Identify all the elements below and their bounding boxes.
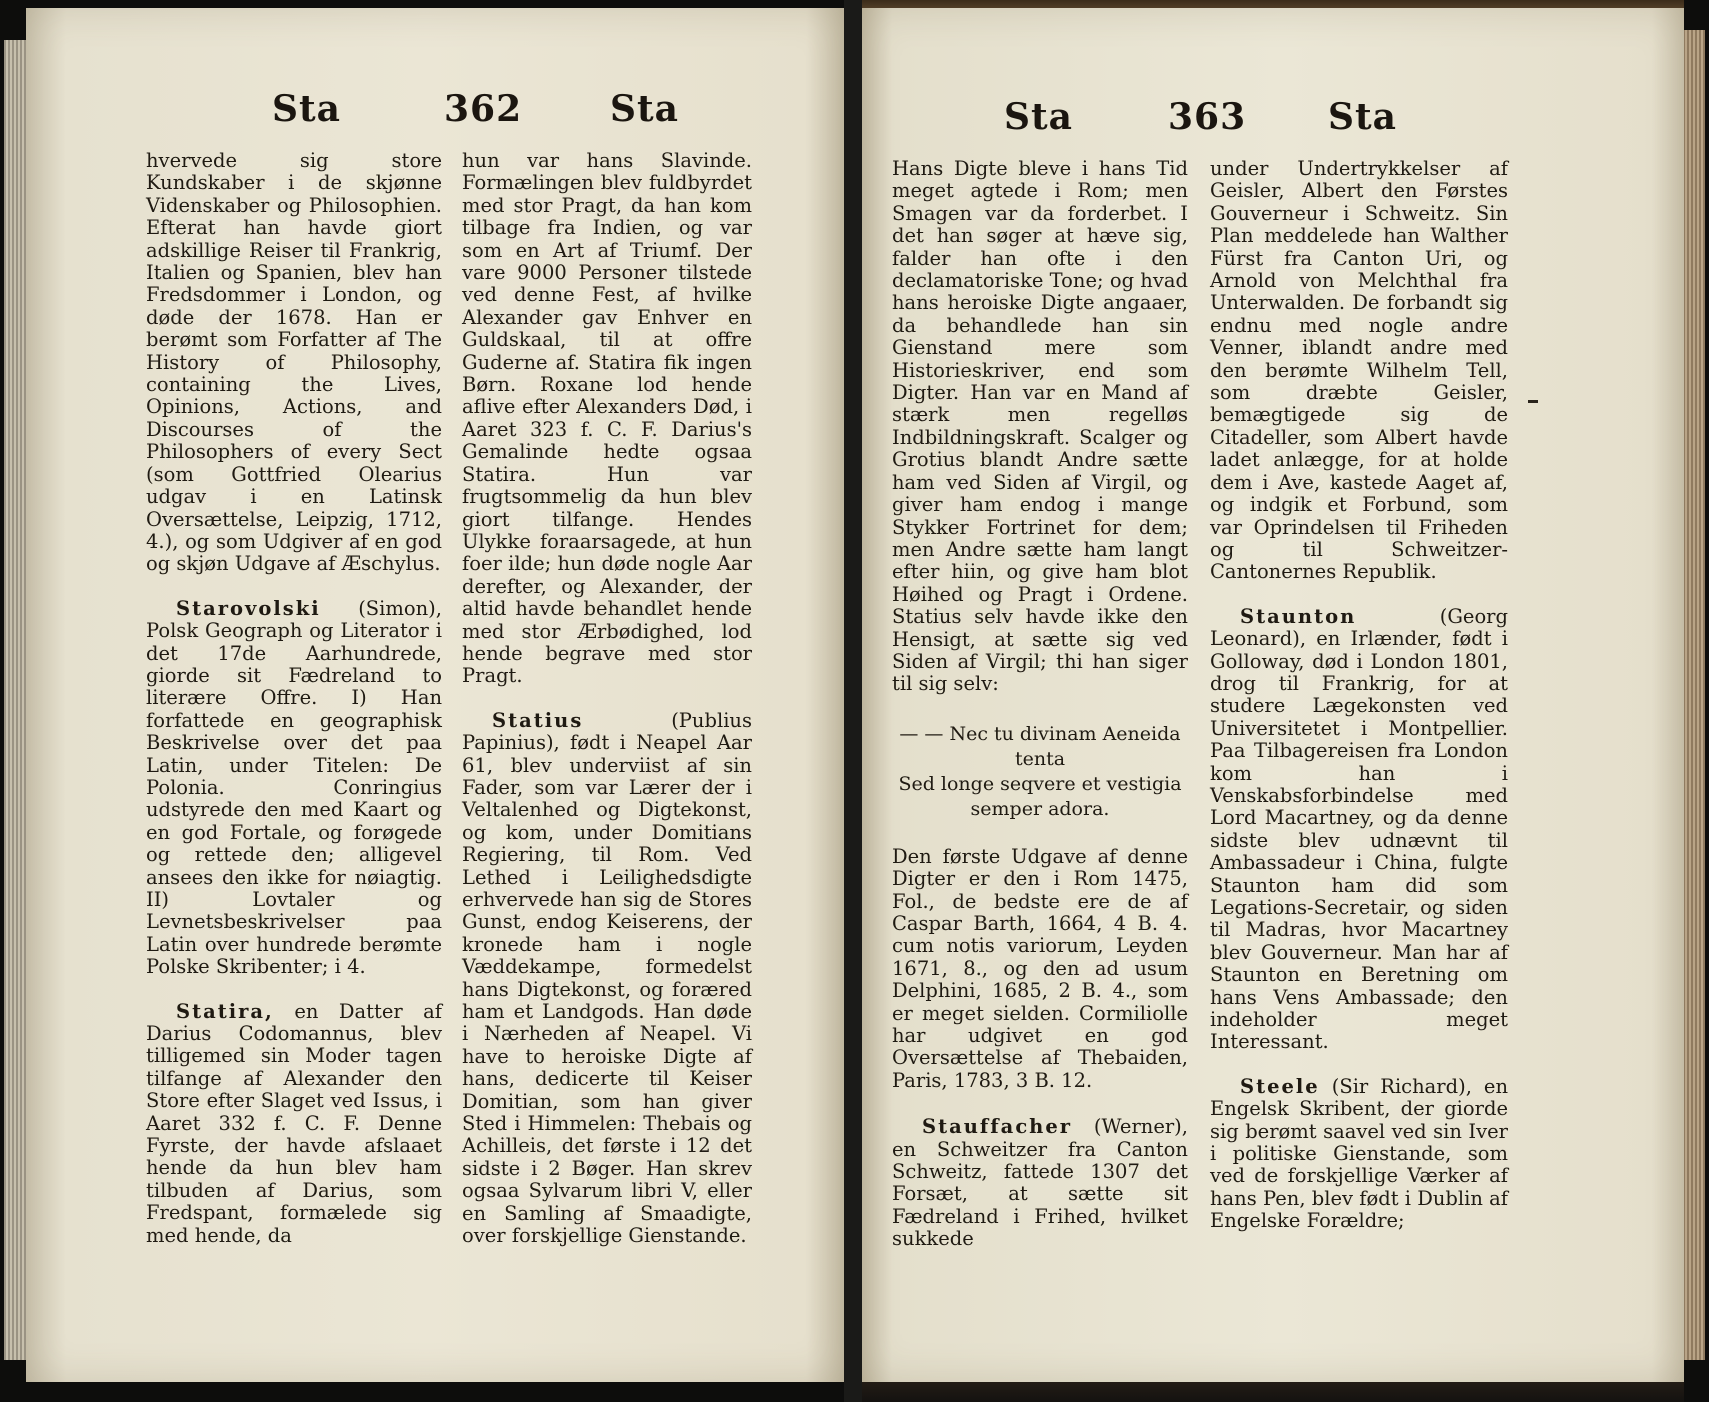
entry-headword: Stauffacher	[922, 1115, 1073, 1139]
entry-headword: Starovolski	[176, 596, 321, 620]
right-header-right: Sta	[1328, 96, 1397, 138]
left-header-right: Sta	[610, 88, 679, 130]
left-page-header	[26, 88, 844, 138]
right-page-edge	[1683, 30, 1705, 1360]
left-page-edge	[4, 40, 26, 1360]
entry-statius	[462, 710, 752, 1248]
entry-text: Den første Udgave af denne Digter er den i Rom 1475, Fol., de bedste ere de af Caspar Barth, 1664, 4 B. 4. cum notis variorum, Leyden 1671, 8., og den ad usum Delphini, 1685, 2 B. 4., som er meget sielden. Cormiliolle har udgivet en god Oversættelse af Thebaiden, Paris, 1783, 3 B. 12.	[892, 844, 1188, 1092]
entry-text: (Georg Leonard), en Irlænder, født i Golloway, død i London 1801, drog til Frankrig, for at studere Lægekonsten ved Universitetet i Montpellier. Paa Tilbagereisen fra London kom han i Venskabsforbindelse med Lord Macartney, og da denne sidste blev udnævnt til Ambassadeur i China, fulgte Staunton ham did som Legations-Secretair, og siden til Madras, hvor Macartney blev Gouverneur. Man har af Staunton en Beretning om hans Vens Ambassade; den indeholder meget Interessant.	[1210, 604, 1508, 1054]
entry-headword: Statira,	[176, 999, 274, 1023]
book-spine-gap	[844, 0, 862, 1402]
right-page-header	[862, 96, 1684, 146]
latin-quote	[892, 722, 1188, 822]
entry-text: Hans Digte bleve i hans Tid meget agtede i Rom; men Smagen var da forderbet. I det han søger at hæve sig, falder han ofte i den declamatoriske Tone; og hvad hans heroiske Digte angaaer, da behandlede han sin Gienstand mere som Historieskriver, end som Digter. Han var en Mand af stærk men regelløs Indbildningskraft. Scalger og Grotius blandt Andre sætte ham ved Siden af Virgil, og giver ham endog i mange Stykker Fortrinet for dem; men Andre sætte ham langt efter hiin, og give ham blot Høihed og Pragt i Ordene. Statius selv havde ikke den Hensigt, at sætte sig ved Siden af Virgil; thi han siger til sig selv:	[892, 157, 1188, 696]
right-page-number: 363	[1168, 96, 1247, 138]
entry-staunton	[1210, 606, 1508, 1054]
entry-continuation	[892, 158, 1188, 696]
left-column-2	[462, 150, 752, 1248]
entry-text: (Publius Papinius), født i Neapel Aar 61, blev underviist af sin Fader, som var Lærer der i Veltalenhed og Digtekonst, og kom, under Domitians Regiering, til Rom. Ved Lethed i Leilighedsdigte erhvervede han sig de Stores Gunst, endog Keiserens, der kronede ham i nogle Væddekampe, formedelst hans Digtekonst, og foræred ham et Landgods. Han døde i Nærheden af Neapel. Vi have to heroiske Digte af hans, dedicerte til Keiser Domitian, som han giver Sted i Himmelen: Thebais og Achilleis, det første i 12 det sidste i 2 Bøger. Han skrev ogsaa Sylvarum libri V, eller en Samling af Smaadigte, over forskjellige Gienstande.	[462, 708, 752, 1248]
right-column-2	[1210, 158, 1508, 1233]
margin-mark	[1528, 400, 1538, 403]
entry-continuation	[1210, 158, 1508, 584]
entry-continuation	[462, 150, 752, 688]
entry-text: hun var hans Slavinde. Formælingen blev fuldbyrdet med stor Pragt, da han kom tilbage fra Indien, og var som en Art af Triumf. Der vare 9000 Personer tilstede ved denne Fest, af hvilke Alexander gav Enhver en Guldskaal, til at offre Guderne af. Statira fik ingen Børn. Roxane lod hende aflive efter Alexanders Død, i Aaret 323 f. C. F. Darius's Gemalinde hedte ogsaa Statira. Hun var frugtsommelig da hun blev giort tilfange. Hendes Ulykke foraarsagede, at hun foer ilde; hun døde nogle Aar derefter, og Alexander, der altid havde behandlet hende med stor Ærbødighed, lod hende begrave med stor Pragt.	[462, 149, 752, 688]
entry-text: hvervede sig store Kundskaber i de skjønne Videnskaber og Philosophien. Efterat han havde giort adskillige Reiser til Frankrig, Italien og Spanien, blev han Fredsdommer i London, og døde der 1678. Han er berømt som Forfatter af The History of Philosophy, containing the Lives, Opinions, Actions, and Discourses of the Philosophers of every Sect (som Gottfried Olearius udgav i en Latinsk Oversættelse, Leipzig, 1712, 4.), og som Udgiver af en god og skjøn Udgave af Æschylus.	[146, 149, 442, 576]
quote-line: — — Nec tu divinam Aeneida tenta	[899, 722, 1181, 770]
entry-text: (Simon), Polsk Geograph og Literator i det 17de Aarhundrede, giorde sit Fædreland to literære Offre. I) Han forfattede en geographisk Beskrivelse over det paa Latin, under Titelen: De Polonia. Conringius udstyrede den med Kaart og en god Fortale, og forøgede og rettede den; alligevel ansees den ikke for nøiagtig. II) Lovtaler og Levnetsbeskrivelser paa Latin over hundrede berømte Polske Skribenter; i 4.	[146, 596, 442, 979]
entry-text: (Sir Richard), en Engelsk Skribent, der giorde sig berømt saavel ved sin Iver i politiske Gienstande, som ved de forskjellige Værker af hans Pen, blev født i Dublin af Engelske Forældre;	[1210, 1074, 1509, 1233]
entry-continuation	[146, 150, 442, 576]
entry-text: en Datter af Darius Codomannus, blev tilligemed sin Moder tagen tilfange af Alexander den Store efter Slaget ved Issus, i Aaret 332 f. C. F. Denne Fyrste, der havde afslaaet hende da hun blev ham tilbuden af Darius, som Fredspant, formælede sig med hende, da	[146, 999, 443, 1247]
entry-headword: Statius	[492, 708, 584, 732]
right-page	[862, 8, 1684, 1382]
left-page-number: 362	[444, 88, 523, 130]
left-page	[26, 8, 844, 1382]
entry-statira	[146, 1001, 442, 1247]
right-header-left: Sta	[1004, 96, 1073, 138]
entry-headword: Steele	[1240, 1074, 1320, 1098]
quote-line: Sed longe seqvere et vestigia semper adora.	[898, 772, 1182, 820]
entry-text: under Undertrykkelser af Geisler, Albert den Førstes Gouverneur i Schweitz. Sin Plan meddelede han Walther Fürst fra Canton Uri, og Arnold von Melchthal fra Unterwalden. De forbandt sig endnu med nogle andre Venner, iblandt andre med den berømte Wilhelm Tell, som dræbte Geisler, bemægtigede sig de Citadeller, som Albert havde ladet anlægge, for at holde dem i Ave, kastede Aaget af, og indgik et Forbund, som var Oprindelsen til Friheden og til Schweitzer-Cantonernes Republik.	[1210, 157, 1508, 584]
entry-headword: Staunton	[1240, 604, 1357, 628]
left-column-1	[146, 150, 442, 1247]
entry-stauffacher	[892, 1116, 1188, 1250]
left-header-left: Sta	[272, 88, 341, 130]
right-column-1	[892, 158, 1188, 1251]
entry-editions	[892, 846, 1188, 1092]
entry-steele	[1210, 1076, 1508, 1233]
entry-text: (Werner), en Schweitzer fra Canton Schweitz, fattede 1307 det Forsæt, at sætte sit Fædreland i Frihed, hvilket sukkede	[892, 1115, 1188, 1251]
entry-starovolski	[146, 598, 442, 979]
